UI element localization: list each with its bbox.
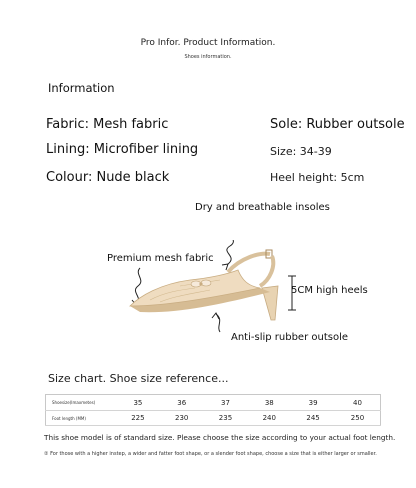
annotation-outsole: Anti-slip rubber outsole — [231, 332, 349, 343]
table-row — [46, 411, 381, 426]
size-note-standard: This shoe model is of standard size. Please choose the size according to your actual foot length. — [44, 433, 396, 442]
size-cell: 38 — [247, 395, 291, 411]
size-cell: 35 — [116, 395, 160, 411]
foot-length-cell: 230 — [160, 411, 204, 426]
size-cell: 40 — [335, 395, 381, 411]
header-title: Pro Infor. Product Information. — [140, 38, 276, 48]
row-label-foot-length: Foot length (MM) — [46, 411, 117, 426]
size-cell: 37 — [204, 395, 248, 411]
shoe-image — [120, 240, 370, 355]
annotation-insoles: Dry and breathable insoles — [195, 202, 330, 213]
foot-length-cell: 240 — [247, 411, 291, 426]
foot-length-cell: 225 — [116, 411, 160, 426]
header-subtitle: Shoes information. — [184, 54, 232, 60]
spec-size: Size: 34-39 — [270, 145, 332, 158]
size-chart-table — [45, 394, 381, 426]
table-row — [46, 395, 381, 411]
size-chart-title: Size chart. Shoe size reference... — [48, 372, 229, 385]
spec-fabric: Fabric: Mesh fabric — [46, 117, 169, 132]
size-cell: 36 — [160, 395, 204, 411]
foot-length-cell: 245 — [291, 411, 335, 426]
spec-heel-height: Heel height: 5cm — [270, 171, 365, 184]
size-note-advice: ② For those with a higher instep, a wider and fatter foot shape, or a slender foot shape, choose a size that is either larger or smaller. — [44, 451, 377, 457]
spec-sole: Sole: Rubber outsole — [270, 117, 405, 132]
foot-length-cell: 250 — [335, 411, 381, 426]
foot-length-cell: 235 — [204, 411, 248, 426]
row-label-size: Shoesize(Imaxmetes) — [46, 395, 117, 411]
size-cell: 39 — [291, 395, 335, 411]
annotation-heel-height: 5CM high heels — [291, 285, 368, 296]
annotation-mesh-fabric: Premium mesh fabric — [107, 253, 214, 264]
spec-lining: Lining: Microfiber lining — [46, 142, 199, 157]
section-title: Information — [48, 81, 115, 95]
spec-colour: Colour: Nude black — [46, 170, 170, 185]
arrow-insoles-icon — [227, 240, 234, 264]
